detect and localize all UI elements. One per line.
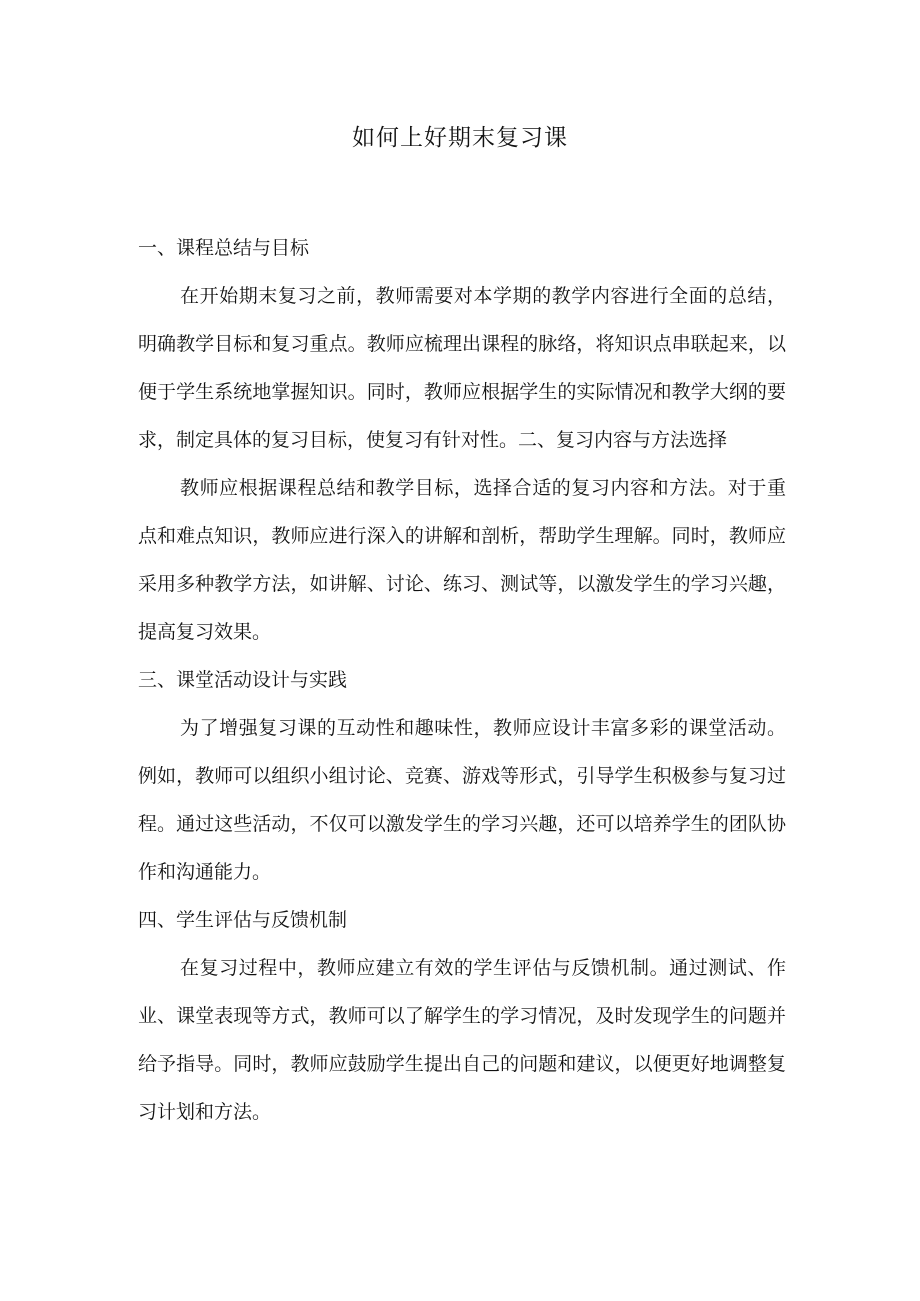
paragraph-2: 教师应根据课程总结和教学目标，选择合适的复习内容和方法。对于重点和难点知识，教师应进行深入的讲解和剖析，帮助学生理解。同时，教师应采用多种教学方法，如讲解、讨论、练习、测试等，以激发学生的学习兴趣，提高复习效果。	[138, 477, 786, 643]
paragraph-4: 在复习过程中，教师应建立有效的学生评估与反馈机制。通过测试、作业、课堂表现等方式，教师可以了解学生的学习情况，及时发现学生的问题并给予指导。同时，教师应鼓励学生提出自己的问题和建议，以便更好地调整复习计划和方法。	[138, 957, 786, 1123]
section-heading-4: 四、学生评估与反馈机制	[138, 909, 348, 931]
document-body	[138, 224, 786, 1136]
section-heading-1: 一、课程总结与目标	[138, 237, 310, 259]
paragraph-3: 为了增强复习课的互动性和趣味性，教师应设计丰富多彩的课堂活动。例如，教师可以组织小组讨论、竞赛、游戏等形式，引导学生积极参与复习过程。通过这些活动，不仅可以激发学生的学习兴趣，还可以培养学生的团队协作和沟通能力。	[138, 717, 786, 883]
paragraph-1: 在开始期末复习之前，教师需要对本学期的教学内容进行全面的总结，明确教学目标和复习重点。教师应梳理出课程的脉络，将知识点串联起来，以便于学生系统地掌握知识。同时，教师应根据学生的实际情况和教学大纲的要求，制定具体的复习目标，使复习有针对性。二、复习内容与方法选择	[138, 285, 786, 451]
section-heading-3: 三、课堂活动设计与实践	[138, 669, 348, 691]
document-title: 如何上好期末复习课	[352, 125, 568, 151]
